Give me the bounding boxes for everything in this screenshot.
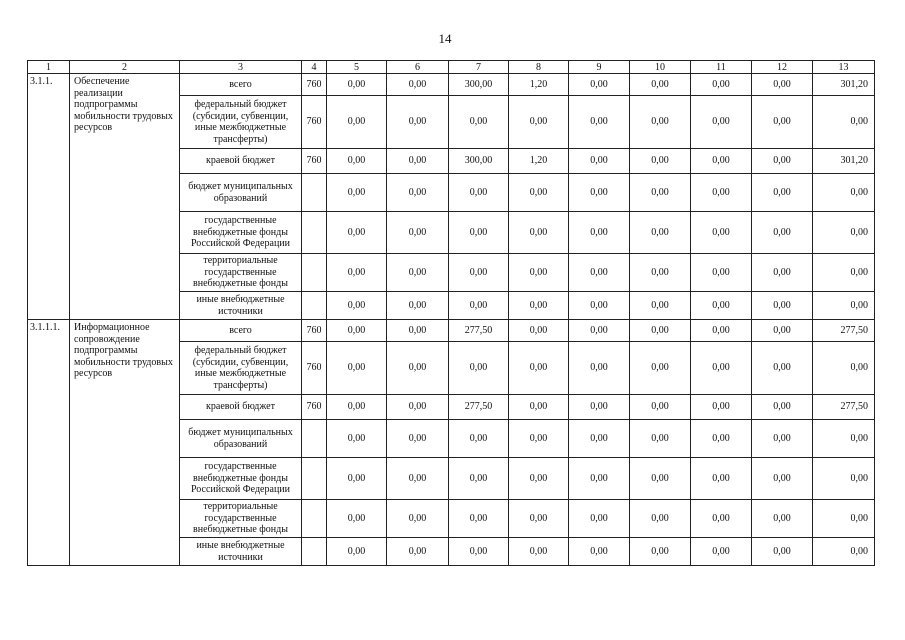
value-cell: 277,50 bbox=[449, 395, 509, 420]
value-cell: 0,00 bbox=[630, 254, 691, 292]
value-cell: 300,00 bbox=[449, 74, 509, 96]
value-cell: 0,00 bbox=[327, 342, 387, 395]
value-cell: 0,00 bbox=[449, 254, 509, 292]
value-cell: 0,00 bbox=[569, 174, 630, 212]
value-cell: 0,00 bbox=[569, 254, 630, 292]
column-4-code: 760 bbox=[302, 320, 327, 342]
value-cell: 0,00 bbox=[569, 320, 630, 342]
value-cell: 0,00 bbox=[509, 320, 569, 342]
value-cell: 0,00 bbox=[813, 500, 875, 538]
value-cell: 0,00 bbox=[691, 174, 752, 212]
value-cell: 0,00 bbox=[630, 320, 691, 342]
value-cell: 0,00 bbox=[691, 500, 752, 538]
value-cell: 0,00 bbox=[813, 538, 875, 566]
value-cell: 0,00 bbox=[387, 458, 449, 500]
value-cell: 0,00 bbox=[449, 212, 509, 254]
value-cell: 0,00 bbox=[813, 212, 875, 254]
value-cell: 0,00 bbox=[387, 342, 449, 395]
value-cell: 0,00 bbox=[327, 458, 387, 500]
value-cell: 0,00 bbox=[691, 74, 752, 96]
value-cell: 0,00 bbox=[327, 320, 387, 342]
value-cell: 0,00 bbox=[449, 500, 509, 538]
value-cell: 301,20 bbox=[813, 74, 875, 96]
column-4-code bbox=[302, 174, 327, 212]
value-cell: 0,00 bbox=[752, 174, 813, 212]
section-name: Информационное сопровождение подпрограммы мобильности трудовых ресурсов bbox=[70, 320, 180, 566]
funding-source: иные внебюджетные источники bbox=[180, 538, 302, 566]
value-cell: 0,00 bbox=[752, 320, 813, 342]
column-header: 2 bbox=[70, 61, 180, 74]
header-row bbox=[28, 61, 875, 74]
column-4-code bbox=[302, 500, 327, 538]
value-cell: 0,00 bbox=[630, 212, 691, 254]
value-cell: 0,00 bbox=[509, 96, 569, 149]
value-cell: 0,00 bbox=[327, 420, 387, 458]
value-cell: 0,00 bbox=[752, 420, 813, 458]
value-cell: 0,00 bbox=[387, 254, 449, 292]
column-4-code bbox=[302, 292, 327, 320]
value-cell: 0,00 bbox=[813, 420, 875, 458]
funding-source: бюджет муниципальных образований bbox=[180, 420, 302, 458]
column-header: 5 bbox=[327, 61, 387, 74]
value-cell: 0,00 bbox=[630, 174, 691, 212]
value-cell: 0,00 bbox=[569, 420, 630, 458]
column-header: 9 bbox=[569, 61, 630, 74]
column-header: 13 bbox=[813, 61, 875, 74]
value-cell: 0,00 bbox=[752, 149, 813, 174]
section-code: 3.1.1. bbox=[28, 74, 70, 320]
value-cell: 0,00 bbox=[691, 395, 752, 420]
value-cell: 0,00 bbox=[449, 420, 509, 458]
value-cell: 0,00 bbox=[327, 292, 387, 320]
column-header: 6 bbox=[387, 61, 449, 74]
value-cell: 0,00 bbox=[752, 74, 813, 96]
value-cell: 0,00 bbox=[327, 538, 387, 566]
value-cell: 0,00 bbox=[752, 458, 813, 500]
value-cell: 0,00 bbox=[449, 174, 509, 212]
value-cell: 277,50 bbox=[813, 320, 875, 342]
value-cell: 0,00 bbox=[509, 395, 569, 420]
value-cell: 0,00 bbox=[630, 292, 691, 320]
value-cell: 0,00 bbox=[387, 538, 449, 566]
column-header: 1 bbox=[28, 61, 70, 74]
value-cell: 0,00 bbox=[813, 292, 875, 320]
value-cell: 0,00 bbox=[569, 74, 630, 96]
value-cell: 0,00 bbox=[630, 74, 691, 96]
value-cell: 301,20 bbox=[813, 149, 875, 174]
value-cell: 0,00 bbox=[449, 96, 509, 149]
value-cell: 0,00 bbox=[387, 292, 449, 320]
column-4-code bbox=[302, 458, 327, 500]
value-cell: 0,00 bbox=[509, 174, 569, 212]
section-code: 3.1.1.1. bbox=[28, 320, 70, 566]
value-cell: 0,00 bbox=[752, 342, 813, 395]
value-cell: 0,00 bbox=[387, 96, 449, 149]
funding-source: всего bbox=[180, 74, 302, 96]
value-cell: 0,00 bbox=[752, 212, 813, 254]
value-cell: 0,00 bbox=[387, 420, 449, 458]
value-cell: 0,00 bbox=[387, 212, 449, 254]
funding-source: федеральный бюджет (субсидии, субвенции, иные межбюджетные трансферты) bbox=[180, 96, 302, 149]
value-cell: 0,00 bbox=[752, 395, 813, 420]
funding-source: государственные внебюджетные фонды Российской Федерации bbox=[180, 212, 302, 254]
value-cell: 0,00 bbox=[327, 74, 387, 96]
page-number: 14 bbox=[438, 31, 452, 46]
value-cell: 0,00 bbox=[327, 96, 387, 149]
funding-source: государственные внебюджетные фонды Российской Федерации bbox=[180, 458, 302, 500]
funding-source: краевой бюджет bbox=[180, 149, 302, 174]
value-cell: 0,00 bbox=[752, 292, 813, 320]
value-cell: 0,00 bbox=[813, 174, 875, 212]
column-4-code: 760 bbox=[302, 74, 327, 96]
value-cell: 0,00 bbox=[569, 212, 630, 254]
value-cell: 0,00 bbox=[691, 458, 752, 500]
column-header: 10 bbox=[630, 61, 691, 74]
value-cell: 0,00 bbox=[509, 254, 569, 292]
funding-source: федеральный бюджет (субсидии, субвенции, иные межбюджетные трансферты) bbox=[180, 342, 302, 395]
value-cell: 0,00 bbox=[569, 458, 630, 500]
column-4-code: 760 bbox=[302, 96, 327, 149]
value-cell: 0,00 bbox=[569, 96, 630, 149]
section-name: Обеспечение реализации подпрограммы мобильности трудовых ресурсов bbox=[70, 74, 180, 320]
value-cell: 0,00 bbox=[509, 458, 569, 500]
funding-source: краевой бюджет bbox=[180, 395, 302, 420]
table-row bbox=[28, 320, 875, 342]
value-cell: 0,00 bbox=[691, 420, 752, 458]
value-cell: 0,00 bbox=[630, 500, 691, 538]
table-row bbox=[28, 74, 875, 96]
value-cell: 0,00 bbox=[449, 538, 509, 566]
column-header: 8 bbox=[509, 61, 569, 74]
value-cell: 0,00 bbox=[327, 254, 387, 292]
value-cell: 0,00 bbox=[691, 212, 752, 254]
column-header: 7 bbox=[449, 61, 509, 74]
value-cell: 0,00 bbox=[387, 395, 449, 420]
value-cell: 300,00 bbox=[449, 149, 509, 174]
value-cell: 0,00 bbox=[509, 212, 569, 254]
value-cell: 0,00 bbox=[691, 149, 752, 174]
funding-source: территориальные государственные внебюджетные фонды bbox=[180, 500, 302, 538]
value-cell: 0,00 bbox=[813, 96, 875, 149]
value-cell: 0,00 bbox=[630, 420, 691, 458]
value-cell: 0,00 bbox=[569, 500, 630, 538]
value-cell: 1,20 bbox=[509, 149, 569, 174]
funding-source: иные внебюджетные источники bbox=[180, 292, 302, 320]
value-cell: 0,00 bbox=[752, 538, 813, 566]
value-cell: 277,50 bbox=[449, 320, 509, 342]
value-cell: 0,00 bbox=[569, 342, 630, 395]
value-cell: 0,00 bbox=[569, 395, 630, 420]
value-cell: 0,00 bbox=[387, 320, 449, 342]
value-cell: 0,00 bbox=[630, 395, 691, 420]
funding-source: бюджет муниципальных образований bbox=[180, 174, 302, 212]
value-cell: 0,00 bbox=[569, 538, 630, 566]
value-cell: 0,00 bbox=[752, 96, 813, 149]
column-header: 3 bbox=[180, 61, 302, 74]
value-cell: 0,00 bbox=[813, 458, 875, 500]
value-cell: 0,00 bbox=[569, 292, 630, 320]
column-4-code bbox=[302, 420, 327, 458]
value-cell: 0,00 bbox=[752, 500, 813, 538]
value-cell: 0,00 bbox=[449, 292, 509, 320]
column-4-code bbox=[302, 212, 327, 254]
value-cell: 0,00 bbox=[449, 342, 509, 395]
column-4-code bbox=[302, 538, 327, 566]
value-cell: 0,00 bbox=[387, 174, 449, 212]
column-header: 12 bbox=[752, 61, 813, 74]
value-cell: 1,20 bbox=[509, 74, 569, 96]
value-cell: 0,00 bbox=[813, 342, 875, 395]
value-cell: 0,00 bbox=[509, 500, 569, 538]
value-cell: 0,00 bbox=[752, 254, 813, 292]
value-cell: 0,00 bbox=[630, 342, 691, 395]
value-cell: 0,00 bbox=[449, 458, 509, 500]
value-cell: 0,00 bbox=[691, 342, 752, 395]
value-cell: 0,00 bbox=[327, 395, 387, 420]
budget-table bbox=[27, 60, 875, 566]
column-header: 4 bbox=[302, 61, 327, 74]
value-cell: 0,00 bbox=[327, 212, 387, 254]
column-header: 11 bbox=[691, 61, 752, 74]
value-cell: 0,00 bbox=[630, 538, 691, 566]
value-cell: 0,00 bbox=[509, 538, 569, 566]
value-cell: 0,00 bbox=[509, 420, 569, 458]
funding-source: территориальные государственные внебюджетные фонды bbox=[180, 254, 302, 292]
value-cell: 277,50 bbox=[813, 395, 875, 420]
value-cell: 0,00 bbox=[509, 292, 569, 320]
column-4-code bbox=[302, 254, 327, 292]
value-cell: 0,00 bbox=[630, 458, 691, 500]
value-cell: 0,00 bbox=[691, 96, 752, 149]
column-4-code: 760 bbox=[302, 342, 327, 395]
value-cell: 0,00 bbox=[327, 174, 387, 212]
column-4-code: 760 bbox=[302, 149, 327, 174]
value-cell: 0,00 bbox=[569, 149, 630, 174]
value-cell: 0,00 bbox=[630, 96, 691, 149]
column-4-code: 760 bbox=[302, 395, 327, 420]
value-cell: 0,00 bbox=[691, 254, 752, 292]
value-cell: 0,00 bbox=[387, 500, 449, 538]
value-cell: 0,00 bbox=[327, 500, 387, 538]
value-cell: 0,00 bbox=[691, 538, 752, 566]
value-cell: 0,00 bbox=[509, 342, 569, 395]
value-cell: 0,00 bbox=[387, 149, 449, 174]
funding-source: всего bbox=[180, 320, 302, 342]
value-cell: 0,00 bbox=[691, 320, 752, 342]
value-cell: 0,00 bbox=[630, 149, 691, 174]
value-cell: 0,00 bbox=[691, 292, 752, 320]
value-cell: 0,00 bbox=[813, 254, 875, 292]
value-cell: 0,00 bbox=[327, 149, 387, 174]
value-cell: 0,00 bbox=[387, 74, 449, 96]
